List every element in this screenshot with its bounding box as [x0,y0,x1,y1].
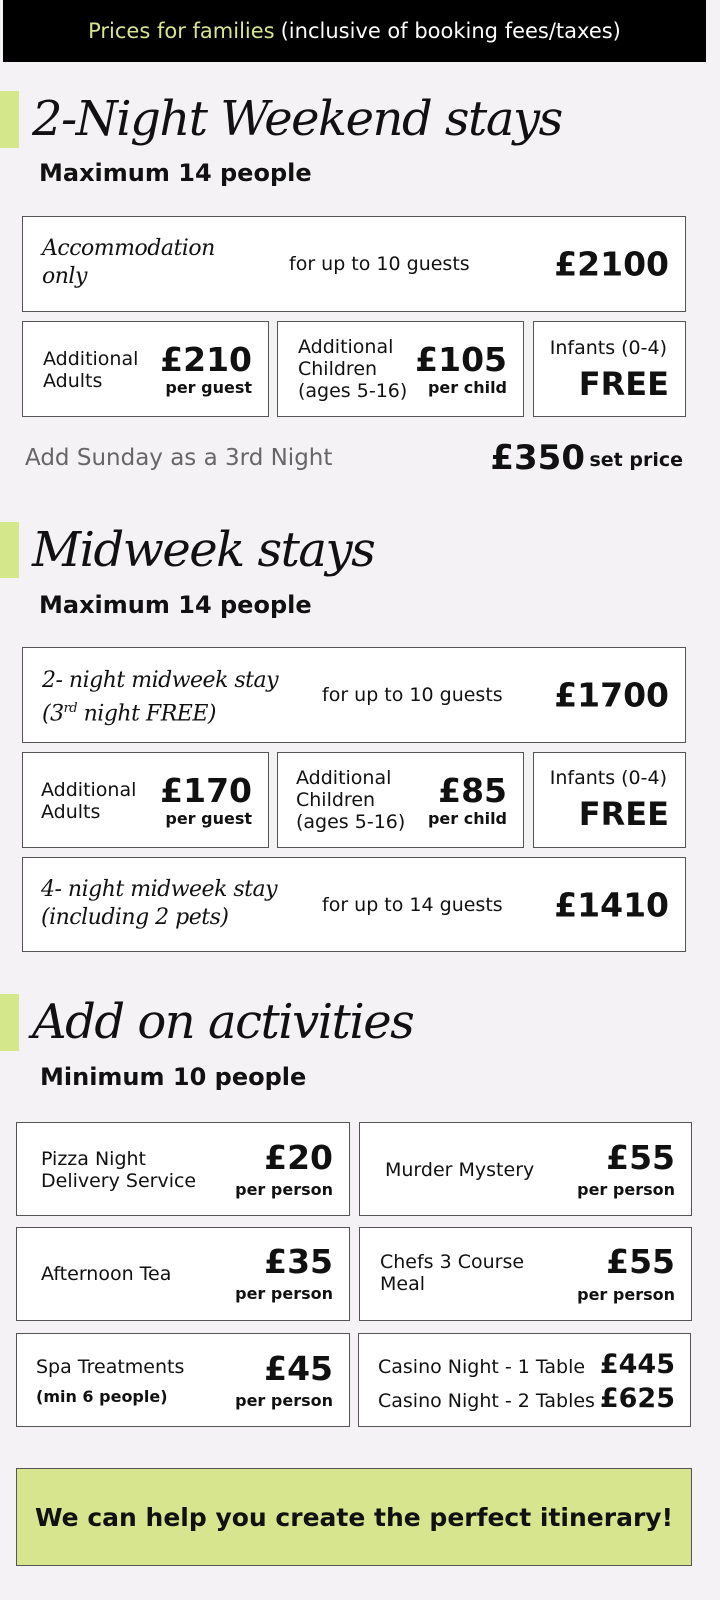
section-accent-bar [0,994,19,1051]
midweek-adults-card [22,752,269,848]
children-label: Additional Children (ages 5-16) [296,767,406,833]
midweek-2night-price: £1700 [554,675,669,715]
midweek-subtitle: Maximum 14 people [39,591,312,619]
adults-unit: per guest [165,809,252,828]
spa-unit: per person [235,1391,333,1410]
midweek-4night-card [22,857,686,952]
sunday-price: £350 [490,438,585,478]
tea-label: Afternoon Tea [41,1263,172,1285]
weekend-accommodation-card [22,216,686,312]
children-unit: per child [427,809,507,828]
casino-1-label: Casino Night - 1 Table [378,1356,586,1378]
adults-unit: per guest [165,378,252,397]
weekend-adults-card [22,321,269,417]
midweek-4night-price: £1410 [554,885,669,924]
spa-label: Spa Treatments [36,1356,185,1378]
activity-casino-card [358,1333,691,1427]
midweek-4night-guests: for up to 14 guests [322,893,503,916]
midweek-4night-label: 4- night midweek stay (including 2 pets) [41,877,278,930]
banner-highlight: Prices for families [88,19,275,43]
activities-title: Add on activities [32,994,414,1050]
activity-murder-card [359,1122,692,1216]
tea-price: £35 [264,1242,333,1281]
adults-label: Additional Adults [43,348,139,392]
weekend-children-card [277,321,524,417]
midweek-children-card [277,752,524,848]
midweek-2night-guests: for up to 10 guests [322,684,503,706]
midweek-title: Midweek stays [32,522,375,578]
chefs-price: £55 [606,1242,675,1281]
weekend-title: 2-Night Weekend stays [32,91,562,147]
casino-2-label: Casino Night - 2 Tables [378,1390,595,1412]
adults-label: Additional Adults [41,779,137,823]
section-accent-bar [0,522,19,578]
itinerary-cta[interactable]: We can help you create the perfect itinerary! [16,1468,692,1566]
murder-unit: per person [577,1180,675,1199]
murder-label: Murder Mystery [385,1159,535,1181]
children-unit: per child [427,378,507,397]
weekend-infants-card [533,321,686,417]
activity-chefs-card [359,1227,692,1321]
weekend-subtitle: Maximum 14 people [39,159,312,187]
children-price: £105 [415,340,507,379]
infants-price: FREE [578,365,669,403]
accommodation-guests: for up to 10 guests [289,253,470,275]
activity-pizza-card [16,1122,350,1216]
spa-price: £45 [264,1349,333,1388]
sunday-unit: set price [589,449,683,471]
activities-subtitle: Minimum 10 people [40,1063,307,1091]
children-price: £85 [438,771,507,810]
chefs-unit: per person [577,1285,675,1304]
pizza-unit: per person [235,1180,333,1199]
infants-label: Infants (0-4) [549,767,667,789]
casino-2-price: £625 [599,1383,675,1414]
pizza-price: £20 [264,1138,333,1177]
tea-unit: per person [235,1284,333,1303]
spa-note: (min 6 people) [36,1387,168,1406]
infants-label: Infants (0-4) [549,337,667,359]
banner-text: (inclusive of booking fees/taxes) [280,19,621,43]
activity-tea-card [16,1227,350,1321]
infants-price: FREE [578,795,669,833]
sunday-label: Add Sunday as a 3rd Night [25,445,333,471]
midweek-2night-label: 2- night midweek stay (3rd night FREE) [42,668,279,727]
pricing-banner [3,0,706,62]
accommodation-label: Accommodation only [42,236,215,289]
casino-1-price: £445 [599,1349,675,1380]
midweek-infants-card [533,752,686,848]
section-accent-bar [0,91,19,148]
adults-price: £210 [160,340,252,379]
murder-price: £55 [606,1138,675,1177]
children-label: Additional Children (ages 5-16) [298,336,408,402]
activity-spa-card [16,1333,350,1427]
accommodation-price: £2100 [554,244,669,284]
pizza-label: Pizza Night Delivery Service [41,1148,197,1192]
adults-price: £170 [160,771,252,810]
midweek-2night-card [22,647,686,743]
chefs-label: Chefs 3 Course Meal [380,1251,525,1295]
